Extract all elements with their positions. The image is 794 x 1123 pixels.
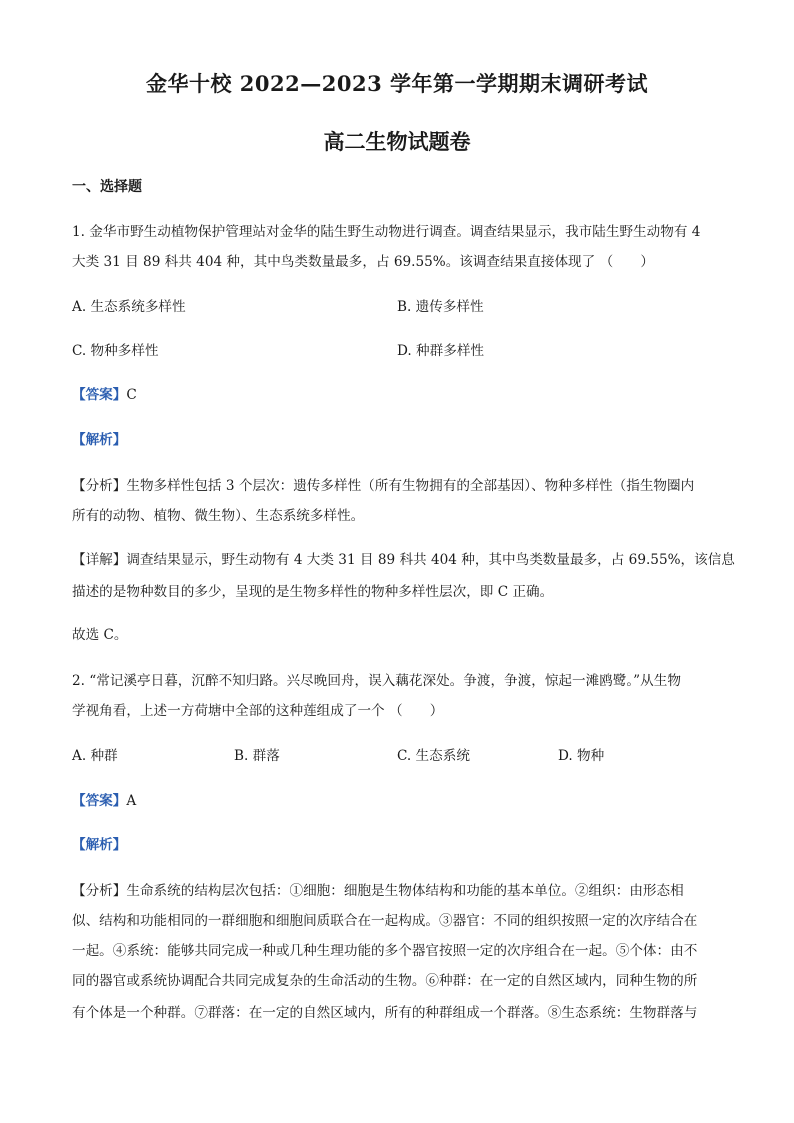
- q1-xiangjie-line-1: [72, 550, 735, 570]
- answer-tag: 【答案】: [72, 793, 127, 809]
- q2-option-d: D. 物种: [558, 748, 605, 764]
- fenxi-tag: 【分析】: [72, 478, 127, 494]
- q1-answer-value: C: [126, 387, 137, 403]
- q1-conclusion: 故选 C。: [72, 627, 128, 643]
- q2-fenxi-line-1: [72, 881, 727, 901]
- q2-fenxi-text-1: 生命系统的结构层次包括：①细胞：细胞是生物体结构和功能的基本单位。②组织：由形态相: [126, 883, 684, 899]
- q1-option-d: D. 种群多样性: [397, 343, 485, 359]
- q2-fenxi-line-3: 一起。④系统：能够共同完成一种或几种生理功能的多个器官按照一定的次序组合在一起。⑤个体：由不: [72, 943, 698, 959]
- q1-option-c: C. 物种多样性: [72, 343, 159, 359]
- answer-tag: 【答案】: [72, 387, 127, 403]
- q1-analysis-heading: [72, 430, 727, 450]
- fenxi-tag: 【分析】: [72, 883, 127, 899]
- q1-xiangjie-text-1: 调查结果显示，野生动物有 4 大类 31 目 89 科共 404 种，其中鸟类数量最多，占 69.55%，该信息: [126, 552, 735, 568]
- q1-stem-line-2: 大类 31 目 89 科共 404 种，其中鸟类数量最多，占 69.55%。该调查结果直接体现了 （ ）: [72, 254, 654, 270]
- q1-option-a: A. 生态系统多样性: [72, 299, 186, 315]
- q1-option-b: B. 遗传多样性: [397, 299, 484, 315]
- q2-fenxi-line-2: 似、结构和功能相同的一群细胞和细胞间质联合在一起构成。③器官：不同的组织按照一定的次序结合在: [72, 913, 698, 929]
- q1-fenxi-line-1: [72, 476, 727, 496]
- q1-fenxi-line-2: 所有的动物、植物、微生物）、生态系统多样性。: [72, 508, 365, 524]
- analysis-tag: 【解析】: [72, 837, 127, 853]
- q1-xiangjie-line-2: 描述的是物种数目的多少，呈现的是生物多样性的物种多样性层次，即 C 正确。: [72, 584, 554, 600]
- q2-stem-line-1: 2. “常记溪亭日暮，沉醉不知归路。兴尽晚回舟，误入藕花深处。争渡，争渡，惊起一滩鸥鹭。”从生物: [72, 673, 681, 689]
- q2-option-b: B. 群落: [234, 748, 280, 764]
- q2-fenxi-line-4: 同的器官或系统协调配合共同完成复杂的生命活动的生物。⑥种群：在一定的自然区域内，同种生物的所: [72, 973, 698, 989]
- q2-analysis-heading: [72, 835, 727, 855]
- q2-answer: [72, 791, 727, 811]
- exam-title: 金华十校 2022—2023 学年第一学期期末调研考试: [145, 71, 648, 96]
- xiangjie-tag: 【详解】: [72, 552, 127, 568]
- q2-option-a: A. 种群: [72, 748, 118, 764]
- q2-option-c: C. 生态系统: [397, 748, 470, 764]
- q2-stem-line-2: 学视角看，上述一方荷塘中全部的这种莲组成了一个 （ ）: [72, 703, 444, 719]
- q2-answer-value: A: [126, 793, 137, 809]
- exam-subtitle: 高二生物试题卷: [323, 129, 471, 154]
- q1-fenxi-text-1: 生物多样性包括 3 个层次：遗传多样性（所有生物拥有的全部基因）、物种多样性（指生物圈内: [126, 478, 695, 494]
- section-heading: 一、选择题: [72, 179, 142, 195]
- q2-fenxi-line-5: 有个体是一个种群。⑦群落：在一定的自然区域内，所有的种群组成一个群落。⑧生态系统：生物群落与: [72, 1005, 698, 1021]
- q1-answer: [72, 385, 727, 405]
- analysis-tag: 【解析】: [72, 432, 127, 448]
- q1-stem-line-1: 1. 金华市野生动植物保护管理站对金华的陆生野生动物进行调查。调查结果显示，我市陆生野生动物有 4: [72, 224, 701, 240]
